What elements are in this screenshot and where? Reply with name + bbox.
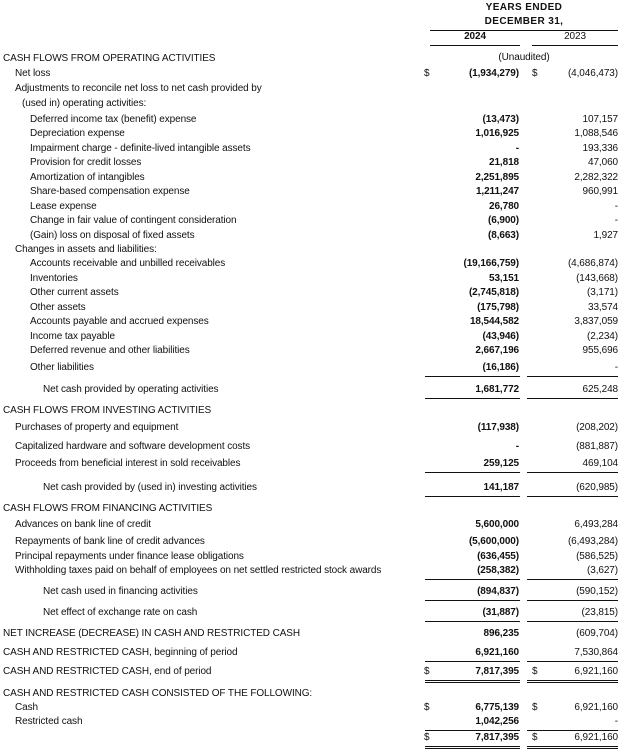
row-repayments-of-bank-line-of-credit-advances-30 [0,535,624,549]
value-2023: (208,202) [576,422,618,433]
row-depreciation-expense-5 [0,127,624,141]
row-label: Restricted cash [15,716,83,727]
total-rule [425,579,520,580]
value-2023: (590,152) [576,586,618,597]
value-2024: 26,780 [489,201,519,212]
row-label: Adjustments to reconcile net loss to net cash provided by [15,83,262,94]
value-2023: 1,088,546 [574,128,618,139]
value-2023: 469,104 [582,458,618,469]
value-2023: (586,525) [576,551,618,562]
value-2023: 2,282,322 [574,172,618,183]
value-2023: 6,921,160 [574,702,618,713]
currency-symbol-2024: $ [424,666,430,677]
value-2023: 6,921,160 [574,732,618,743]
row-used-in-operating-activities-3 [0,97,624,111]
row-advances-on-bank-line-of-credit-29 [0,518,624,532]
value-2023: (881,887) [576,441,618,452]
row-label: (Gain) loss on disposal of fixed assets [30,230,195,241]
value-2024: 5,600,000 [475,519,519,530]
value-2024: 1,211,247 [475,186,519,197]
row-label: CASH AND RESTRICTED CASH, end of period [3,666,212,677]
double-total-rule [527,746,618,747]
row-label: Other assets [30,302,86,313]
row-label: Repayments of bank line of credit advances [15,536,205,547]
total-rule [527,579,618,580]
row-withholding-taxes-paid-on-behalf-of-employees-on-net-settled-restricted-stock-awards-32 [0,564,624,578]
row-label: Net cash used in financing activities [43,586,198,597]
row-cash-and-restricted-cash-consisted-of-the-following-38 [0,687,624,701]
value-2023: - [614,716,618,727]
value-2023: (4,046,473) [567,68,618,79]
double-total-rule [425,682,520,683]
value-2023: 625,248 [582,384,618,395]
value-2023: 1,927 [593,230,618,241]
header-december-31: DECEMBER 31, [484,16,564,27]
total-rule [425,376,520,377]
value-2024: (175,798) [477,302,519,313]
value-2024: 1,016,925 [475,128,519,139]
value-2024: 1,042,256 [475,716,519,727]
row-lease-expense-10 [0,200,624,214]
value-2024: (894,837) [477,586,519,597]
value-2023: 6,493,284 [574,519,618,530]
row-label: Withholding taxes paid on behalf of employees on net settled restricted stock awards [15,565,382,576]
row-amortization-of-intangibles-8 [0,171,624,185]
row-label: Provision for credit losses [30,157,142,168]
value-2024: (16,186) [482,362,519,373]
value-2023: - [614,201,618,212]
row-label: Lease expense [30,201,97,212]
row-label: Other liabilities [30,362,94,373]
row-impairment-charge-definite-lived-intangible-assets-6 [0,142,624,156]
total-rule [425,621,520,622]
value-2023: (2,234) [587,331,618,342]
currency-symbol-2023: $ [532,68,538,79]
row-label: NET INCREASE (DECREASE) IN CASH AND RESTRICTED CASH [3,628,300,639]
row-total-41 [0,731,624,745]
value-2024: 259,125 [483,458,519,469]
value-2024: 18,544,582 [469,316,519,327]
row-cash-flows-from-investing-activities-23 [0,404,624,418]
header-years-ended: YEARS ENDED [485,2,563,13]
header-unaudited: (Unaudited) [498,52,550,63]
row-label: CASH FLOWS FROM INVESTING ACTIVITIES [3,405,212,416]
row-cash-flows-from-financing-activities-28 [0,502,624,516]
row-label: Accounts payable and accrued expenses [30,316,209,327]
value-2024: - [515,441,519,452]
header-col-2024: 2024 [464,31,486,42]
row-net-increase-decrease-in-cash-and-restricted-cash-35 [0,627,624,641]
value-2024: 7,817,395 [475,666,519,677]
row-cash-and-restricted-cash-beginning-of-period-36 [0,646,624,660]
row-accounts-receivable-and-unbilled-receivables-14 [0,257,624,271]
row-income-tax-payable-19 [0,330,624,344]
value-2024: 53,151 [489,273,519,284]
value-2024: - [515,143,519,154]
value-2023: (609,704) [576,628,618,639]
total-rule [527,621,618,622]
row-cash-and-restricted-cash-end-of-period-37 [0,665,624,679]
currency-symbol-2024: $ [424,702,430,713]
currency-symbol-2024: $ [424,732,430,743]
row-adjustments-to-reconcile-net-loss-to-net-cash-provided-by-2 [0,82,624,96]
value-2024: (13,473) [482,114,519,125]
row-restricted-cash-40 [0,715,624,729]
row-provision-for-credit-losses-7 [0,156,624,170]
header-col-2023: 2023 [564,31,586,42]
value-2023: 107,157 [582,114,618,125]
value-2023: 6,921,160 [574,666,618,677]
value-2024: (43,946) [482,331,519,342]
row-label: Amortization of intangibles [30,172,145,183]
total-rule [425,398,520,399]
row-label: Net cash provided by operating activities [43,384,219,395]
row-label: Income tax payable [30,331,115,342]
header-col-2024-rule [430,45,520,46]
value-2023: 955,696 [582,345,618,356]
currency-symbol-2023: $ [532,702,538,713]
row-capitalized-hardware-and-software-development-costs-25 [0,440,624,454]
row-label: Accounts receivable and unbilled receivables [30,258,226,269]
row-cash-39 [0,701,624,715]
total-rule [425,600,520,601]
value-2024: (2,745,818) [468,287,519,298]
row-label: Inventories [30,273,78,284]
total-rule [527,398,618,399]
row-label: Change in fair value of contingent consideration [30,215,237,226]
value-2023: 33,574 [588,302,618,313]
currency-symbol-2024: $ [424,68,430,79]
row-label: Purchases of property and equipment [15,422,179,433]
row-label: Proceeds from beneficial interest in sold receivables [15,458,241,469]
row-label: Capitalized hardware and software development costs [15,441,251,452]
row-net-cash-provided-by-operating-activities-22 [0,383,624,397]
value-2023: (23,815) [581,607,618,618]
value-2024: (31,887) [482,607,519,618]
currency-symbol-2023: $ [532,732,538,743]
total-rule [425,472,520,473]
double-total-rule [527,682,618,683]
row-label: Net cash provided by (used in) investing activities [43,482,257,493]
double-total-rule [425,746,520,747]
row-label: CASH FLOWS FROM OPERATING ACTIVITIES [3,53,216,64]
row-label: Net effect of exchange rate on cash [43,607,198,618]
value-2023: 193,336 [582,143,618,154]
value-2024: 21,818 [489,157,519,168]
value-2023: (4,686,874) [567,258,618,269]
value-2023: 7,530,864 [574,647,618,658]
row-deferred-revenue-and-other-liabilities-20 [0,344,624,358]
value-2024: (6,900) [488,215,519,226]
row-share-based-compensation-expense-9 [0,185,624,199]
row-label: Cash [15,702,38,713]
value-2024: 6,921,160 [475,647,519,658]
row-change-in-fair-value-of-contingent-consideration-11 [0,214,624,228]
value-2024: (636,455) [477,551,519,562]
value-2023: (3,171) [587,287,618,298]
row-label: Deferred income tax (benefit) expense [30,114,197,125]
row-net-effect-of-exchange-rate-on-cash-34 [0,606,624,620]
value-2023: 47,060 [588,157,618,168]
row-label: CASH AND RESTRICTED CASH CONSISTED OF THE FOLLOWING: [3,688,313,699]
value-2024: (117,938) [477,422,519,433]
total-rule [527,376,618,377]
value-2024: (8,663) [488,230,519,241]
row-principal-repayments-under-finance-lease-obligations-31 [0,550,624,564]
value-2023: (143,668) [576,273,618,284]
value-2024: (19,166,759) [463,258,519,269]
row-inventories-15 [0,272,624,286]
row-label: Other current assets [30,287,119,298]
value-2024: (1,934,279) [468,68,519,79]
total-rule [425,496,520,497]
row-gain-loss-on-disposal-of-fixed-assets-12 [0,229,624,243]
row-net-cash-provided-by-used-in-investing-activities-27 [0,481,624,495]
row-label: CASH AND RESTRICTED CASH, beginning of period [3,647,238,658]
row-net-loss-1 [0,67,624,81]
row-other-current-assets-16 [0,286,624,300]
total-rule [425,661,520,662]
total-rule [527,472,618,473]
row-label: Principal repayments under finance lease obligations [15,551,244,562]
value-2023: (6,493,284) [567,536,618,547]
total-rule [527,600,618,601]
row-purchases-of-property-and-equipment-24 [0,421,624,435]
row-label: CASH FLOWS FROM FINANCING ACTIVITIES [3,503,213,514]
row-label: Share-based compensation expense [30,186,190,197]
value-2023: (3,627) [587,565,618,576]
value-2023: - [614,362,618,373]
row-label: Advances on bank line of credit [15,519,151,530]
value-2024: 1,681,772 [475,384,519,395]
value-2024: 2,251,895 [475,172,519,183]
row-label: Changes in assets and liabilities: [15,244,157,255]
row-label: Deferred revenue and other liabilities [30,345,190,356]
row-changes-in-assets-and-liabilities-13 [0,243,624,257]
row-label: Depreciation expense [30,128,125,139]
value-2024: (5,600,000) [468,536,519,547]
double-total-rule [527,680,618,681]
row-label: Net loss [15,68,51,79]
row-other-assets-17 [0,301,624,315]
row-net-cash-used-in-financing-activities-33 [0,585,624,599]
value-2024: 896,235 [483,628,519,639]
row-other-liabilities-21 [0,361,624,375]
value-2024: 141,187 [483,482,519,493]
value-2024: 2,667,196 [475,345,519,356]
value-2024: (258,382) [477,565,519,576]
value-2023: 960,991 [582,186,618,197]
header-col-2023-rule [532,45,618,46]
value-2024: 7,817,395 [475,732,519,743]
value-2023: - [614,215,618,226]
row-cash-flows-from-operating-activities-0 [0,52,624,66]
value-2024: 6,775,139 [475,702,519,713]
row-deferred-income-tax-benefit-expense-4 [0,113,624,127]
total-rule [527,496,618,497]
row-label: Impairment charge - definite-lived intangible assets [30,143,251,154]
total-rule [527,661,618,662]
currency-symbol-2023: $ [532,666,538,677]
value-2023: 3,837,059 [574,316,618,327]
value-2023: (620,985) [576,482,618,493]
row-accounts-payable-and-accrued-expenses-18 [0,315,624,329]
row-proceeds-from-beneficial-interest-in-sold-receivables-26 [0,457,624,471]
row-label: (used in) operating activities: [22,98,147,109]
double-total-rule [425,680,520,681]
